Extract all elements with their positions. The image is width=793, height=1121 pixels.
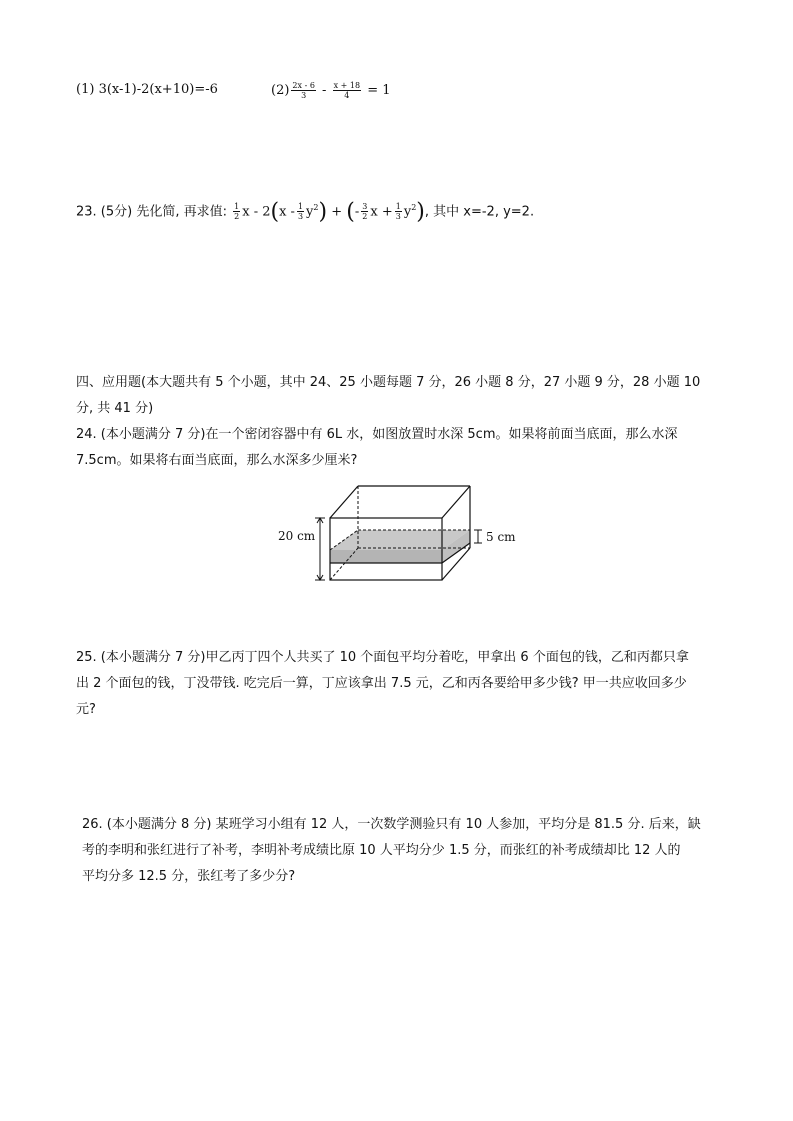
inner-2b: x + [370,204,393,220]
section-4-heading [76,370,716,422]
problem-24-line-2: 7.5cm。如果将右面当底面，那么水深多少厘米? [76,453,358,468]
paren-open-1: ( [270,199,280,225]
y-var-1: y [306,204,314,220]
problem-24-line-1: 24. (本小题满分 7 分)在一个密闭容器中有 6L 水，如图放置时水深 5cm。如果将前面当底面，那么水深 [76,427,678,442]
problem-26-line-1: 26. (本小题满分 8 分) 某班学习小组有 12 人，一次数学测验只有 10 人参加，平均分是 81.5 分. 后来，缺 [82,817,701,832]
frac-one-third-2: $\frac{1}{3}$ [395,202,401,222]
problem-25-line-1: 25. (本小题满分 7 分)甲乙丙丁四个人共买了 10 个面包平均分着吃，甲拿出 6 个面包的钱，乙和丙都只拿 [76,650,689,665]
water-depth-label: 5 cm [486,530,516,544]
paren-close-1: ) [318,199,328,225]
container-box-figure [270,478,530,588]
height-dimension [315,518,325,580]
plus-sign: + [331,204,343,220]
problem-26-line-3: 平均分多 12.5 分，张红考了多少分? [82,869,296,884]
exponent-1: 2 [313,203,319,212]
inner-1a: x - [279,204,295,220]
y-var-2: y [403,204,412,220]
fraction-1: $\frac{2x - 6}{3}$ [292,81,315,100]
exponent-2: 2 [411,203,417,212]
frac-one-third-1: $\frac{1}{3}$ [297,202,304,222]
problem-25 [76,645,716,723]
part-1-label: (1) [76,82,95,97]
problem-24 [76,422,716,474]
part-1-expression: 3(x-1)-2(x+10)=-6 [98,82,218,97]
problem-22-part-1 [76,81,218,98]
problem-23-suffix: , 其中 x=-2, y=2. [424,204,535,220]
problem-23-prefix: 23. (5分) 先化简, 再求值: [76,204,227,220]
section-4-line-1: 四、应用题(本大题共有 5 个小题，其中 24、25 小题每题 7 分，26 小题 8 分，27 小题 9 分，28 小题 10 [76,375,701,390]
problem-26-line-2: 考的李明和张红进行了补考，李明补考成绩比原 10 人平均分少 1.5 分，而张红的补考成绩却比 12 人的 [82,843,681,858]
height-label: 20 cm [278,529,316,543]
inner-2a: - [354,204,360,220]
paren-open-2: ( [346,199,355,225]
fraction-2: $\frac{x + 18}{4}$ [333,81,361,100]
part-2-label: (2) [271,83,290,98]
section-4-line-2: 分, 共 41 分) [76,401,154,416]
problem-22-part-2 [271,81,391,100]
rhs: = 1 [367,83,391,98]
problem-23 [76,199,535,225]
water-depth-dimension [474,530,482,543]
paren-close-2: ) [416,199,425,225]
problem-26 [82,812,722,890]
frac-three-halves: $\frac{3}{2}$ [362,202,368,222]
minus-sign: - [322,83,327,98]
frac-one-half: $\frac{1}{2}$ [234,202,240,222]
problem-25-line-3: 元? [76,702,96,717]
term-1: x - 2 [242,204,271,220]
problem-25-line-2: 出 2 个面包的钱，丁没带钱. 吃完后一算，丁应该拿出 7.5 元，乙和丙各要给甲多少钱? 甲一共应收回多少 [76,676,687,691]
